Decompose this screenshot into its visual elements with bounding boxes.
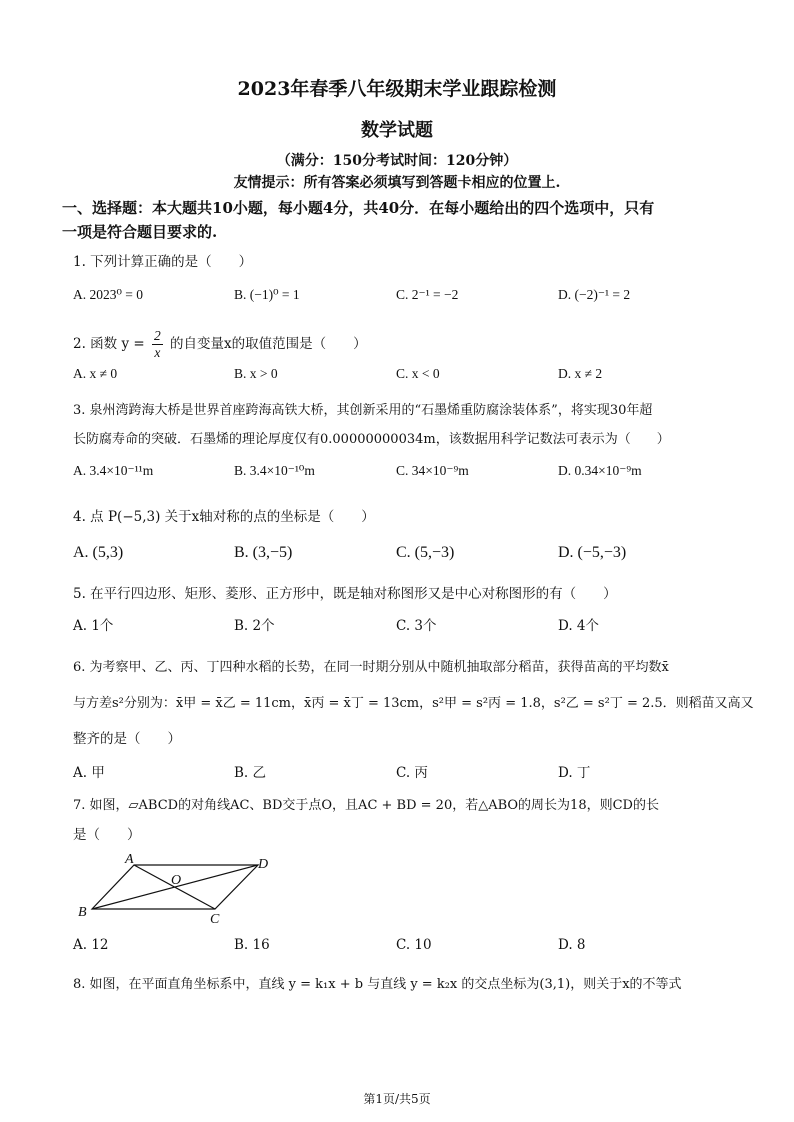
q2-option-a: A. x ≠ 0 — [73, 366, 118, 381]
q3-option-a: A. 3.4×10⁻¹¹m — [73, 463, 154, 478]
vertex-label-d: D — [258, 857, 269, 872]
q1-option-b: B. (−1)⁰ = 1 — [234, 287, 300, 302]
q6-option-c: C. 丙 — [396, 765, 428, 781]
section-heading-line2: 一项是符合题目要求的. — [62, 223, 218, 241]
question-1-stem: 1. 下列计算正确的是（ ） — [73, 254, 253, 270]
section-heading-line1: 一、选择题：本大题共10小题，每小题4分，共40分．在每小题给出的四个选项中，只有 — [62, 199, 655, 217]
question-2-stem — [73, 328, 367, 361]
q6-option-b: B. 乙 — [234, 765, 267, 781]
friendly-tip: 友情提示：所有答案必须填写到答题卡相应的位置上. — [233, 175, 561, 191]
question-5-stem: 5. 在平行四边形、矩形、菱形、正方形中，既是轴对称图形又是中心对称图形的有（ ） — [73, 586, 617, 602]
question-6-line1: 6. 为考察甲、乙、丙、丁四种水稻的长势，在同一时期分别从中随机抽取部分稻苗，获得苗高的平均数x̄ — [73, 660, 669, 675]
q2-fraction-numerator: 2 — [154, 328, 161, 343]
question-8-line1: 8. 如图，在平面直角坐标系中，直线 y = k₁x + b 与直线 y = k₂x 的交点坐标为(3,1)，则关于x的不等式 — [73, 977, 682, 992]
q6-option-d: D. 丁 — [558, 765, 591, 781]
q7-option-b: B. 16 — [234, 937, 270, 953]
q2-suffix: 的自变量x的取值范围是（ ） — [170, 336, 367, 352]
q3-option-d: D. 0.34×10⁻⁹m — [558, 463, 642, 478]
q3-option-c: C. 34×10⁻⁹m — [396, 463, 469, 478]
question-6-line3: 整齐的是（ ） — [73, 731, 181, 747]
q3-option-b: B. 3.4×10⁻¹⁰m — [234, 463, 315, 478]
q6-option-a: A. 甲 — [73, 765, 105, 781]
q2-option-b: B. x > 0 — [234, 366, 278, 381]
q7-option-a: A. 12 — [73, 937, 109, 953]
q2-option-c: C. x < 0 — [396, 366, 440, 381]
question-3-line1: 3. 泉州湾跨海大桥是世界首座跨海高铁大桥，其创新采用的“石墨烯重防腐涂装体系”，将实现30年超 — [73, 403, 653, 418]
vertex-label-a: A — [125, 852, 134, 867]
q5-option-d: D. 4个 — [558, 618, 600, 634]
q2-prefix: 2. 函数 y = — [73, 336, 145, 352]
question-3-line2: 长防腐寿命的突破．石墨烯的理论厚度仅有0.00000000034m，该数据用科学记数法可表示为（ ） — [73, 432, 670, 447]
q5-option-b: B. 2个 — [234, 618, 275, 634]
q1-option-d: D. (−2)⁻¹ = 2 — [558, 287, 631, 302]
q1-option-a: A. 2023⁰ = 0 — [73, 287, 144, 302]
q4-option-d: D. (−5,−3) — [558, 544, 627, 561]
q2-fraction-denominator: x — [154, 345, 161, 360]
q7-option-d: D. 8 — [558, 937, 586, 953]
question-7-line2: 是（ ） — [73, 827, 141, 843]
center-label-o: O — [171, 873, 182, 888]
q4-option-b: B. (3,−5) — [234, 544, 293, 561]
q2-fraction — [152, 328, 163, 361]
vertex-label-c: C — [210, 912, 220, 927]
subject-title: 数学试题 — [361, 120, 433, 141]
q4-option-a: A. (5,3) — [73, 544, 124, 561]
q1-option-c: C. 2⁻¹ = −2 — [396, 287, 459, 302]
q4-option-c: C. (5,−3) — [396, 544, 455, 561]
exam-title: 2023年春季八年级期末学业跟踪检测 — [237, 78, 557, 100]
vertex-label-b: B — [78, 905, 87, 920]
q5-option-c: C. 3个 — [396, 618, 437, 634]
q7-option-c: C. 10 — [396, 937, 432, 953]
parallelogram-figure — [70, 848, 290, 928]
question-4-stem: 4. 点 P(−5,3) 关于x轴对称的点的坐标是（ ） — [73, 509, 375, 525]
q2-option-d: D. x ≠ 2 — [558, 366, 603, 381]
question-7-line1: 7. 如图，▱ABCD的对角线AC、BD交于点O，且AC + BD = 20，若△ABO的周长为18，则CD的长 — [73, 798, 659, 813]
page-number: 第1页/共5页 — [363, 1092, 431, 1106]
exam-info: （满分：150分考试时间：120分钟） — [276, 153, 518, 169]
q5-option-a: A. 1个 — [73, 618, 114, 634]
question-6-line2: 与方差s²分别为：x̄甲 = x̄乙 = 11cm，x̄丙 = x̄丁 = 13cm，s²甲 = s²丙 = 1.8，s²乙 = s²丁 = 2.5．则稻苗又高又 — [73, 696, 754, 711]
